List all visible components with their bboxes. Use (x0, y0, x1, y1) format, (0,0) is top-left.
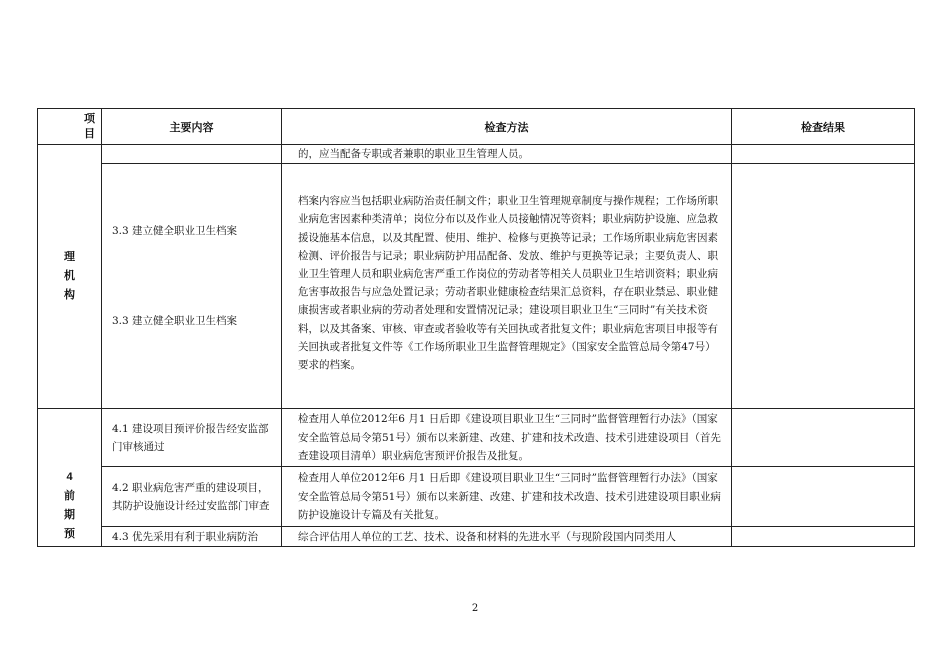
header-row (38, 109, 915, 145)
category-4-char: 前 (64, 490, 75, 503)
method-cell: 的，应当配备专职或者兼职的职业卫生管理人员。 (282, 145, 732, 164)
table-row (38, 527, 915, 547)
main-content-cell (102, 164, 282, 409)
inspection-table (37, 108, 915, 547)
result-cell (732, 164, 915, 409)
method-cell: 档案内容应当包括职业病防治责任制文件；职业卫生管理规章制度与操作规程；工作场所职业病危害因素种类清单；岗位分布以及作业人员接触情况等资料；职业病防护设施、应急救援设施基本信息，以及其配置、使用、维护、检修与更换等记录；工作场所职业病危害因素检测、评价报告与记录；职业病防护用品配备、发放、维护与更换等记录；主要负责人、职业卫生管理人员和职业病危害严重工作岗位的劳动者等相关人员职业卫生培训资料；职业病危害事故报告与应急处置记录；劳动者职业健康检查结果汇总资料，存在职业禁忌、职业健康损害或者职业病的劳动者处理和安置情况记录；建设项目职业卫生“三同时”有关技术资料，以及其备案、审核、审查或者验收等有关回执或者批复文件；职业病危害项目申报等有关回执或者批复文件等《工作场所职业卫生监督管理规定》（国家安全监管总局令第47号）要求的档案。 (282, 164, 732, 409)
category-3-char: 机 (64, 270, 75, 283)
category-4-char: 预 (64, 528, 75, 541)
result-cell (732, 409, 915, 467)
category-3-char: 构 (64, 289, 75, 302)
header-item-col-label: 项目 (84, 112, 95, 140)
main-content-cell: 4.2 职业病危害严重的建设项目，其防护设施设计经过安监部门审查 (102, 467, 282, 527)
category-4-char: 4 (66, 471, 73, 484)
category-cell-4 (38, 409, 102, 547)
main-content-line: 3.3 建立健全职业卫生档案 (112, 225, 238, 238)
result-cell (732, 467, 915, 527)
main-content-cell: 4.1 建设项目预评价报告经安监部门审核通过 (102, 409, 282, 467)
main-content-cell: 4.3 优先采用有利于职业病防治 (102, 527, 282, 547)
header-result-col: 检查结果 (732, 109, 915, 145)
method-cell: 检查用人单位2012年6 月1 日后即《建设项目职业卫生“三同时”监督管理暂行办法》（国家安全监管总局令第51号）颁布以来新建、改建、扩建和技术改造、技术引进建设项目职业病防护设施设计专篇及有关批复。 (282, 467, 732, 527)
table-row (38, 164, 915, 409)
header-item-col (38, 109, 102, 145)
table-row (38, 145, 915, 164)
category-3-char: 理 (64, 251, 75, 264)
header-method-col: 检查方法 (282, 109, 732, 145)
category-4-char: 期 (64, 509, 75, 522)
main-content-line: 3.3 建立健全职业卫生档案 (112, 315, 238, 328)
result-cell (732, 145, 915, 164)
category-cell-3 (38, 145, 102, 409)
method-cell: 检查用人单位2012年6 月1 日后即《建设项目职业卫生“三同时”监督管理暂行办法》（国家安全监管总局令第51号）颁布以来新建、改建、扩建和技术改造、技术引进建设项目（首先查建设项目清单）职业病危害预评价报告及批复。 (282, 409, 732, 467)
main-content-cell (102, 145, 282, 164)
page-number: 2 (471, 603, 479, 614)
result-cell (732, 527, 915, 547)
header-main-col: 主要内容 (102, 109, 282, 145)
method-cell: 综合评估用人单位的工艺、技术、设备和材料的先进水平（与现阶段国内同类用人 (282, 527, 732, 547)
table-row (38, 467, 915, 527)
table-row (38, 409, 915, 467)
